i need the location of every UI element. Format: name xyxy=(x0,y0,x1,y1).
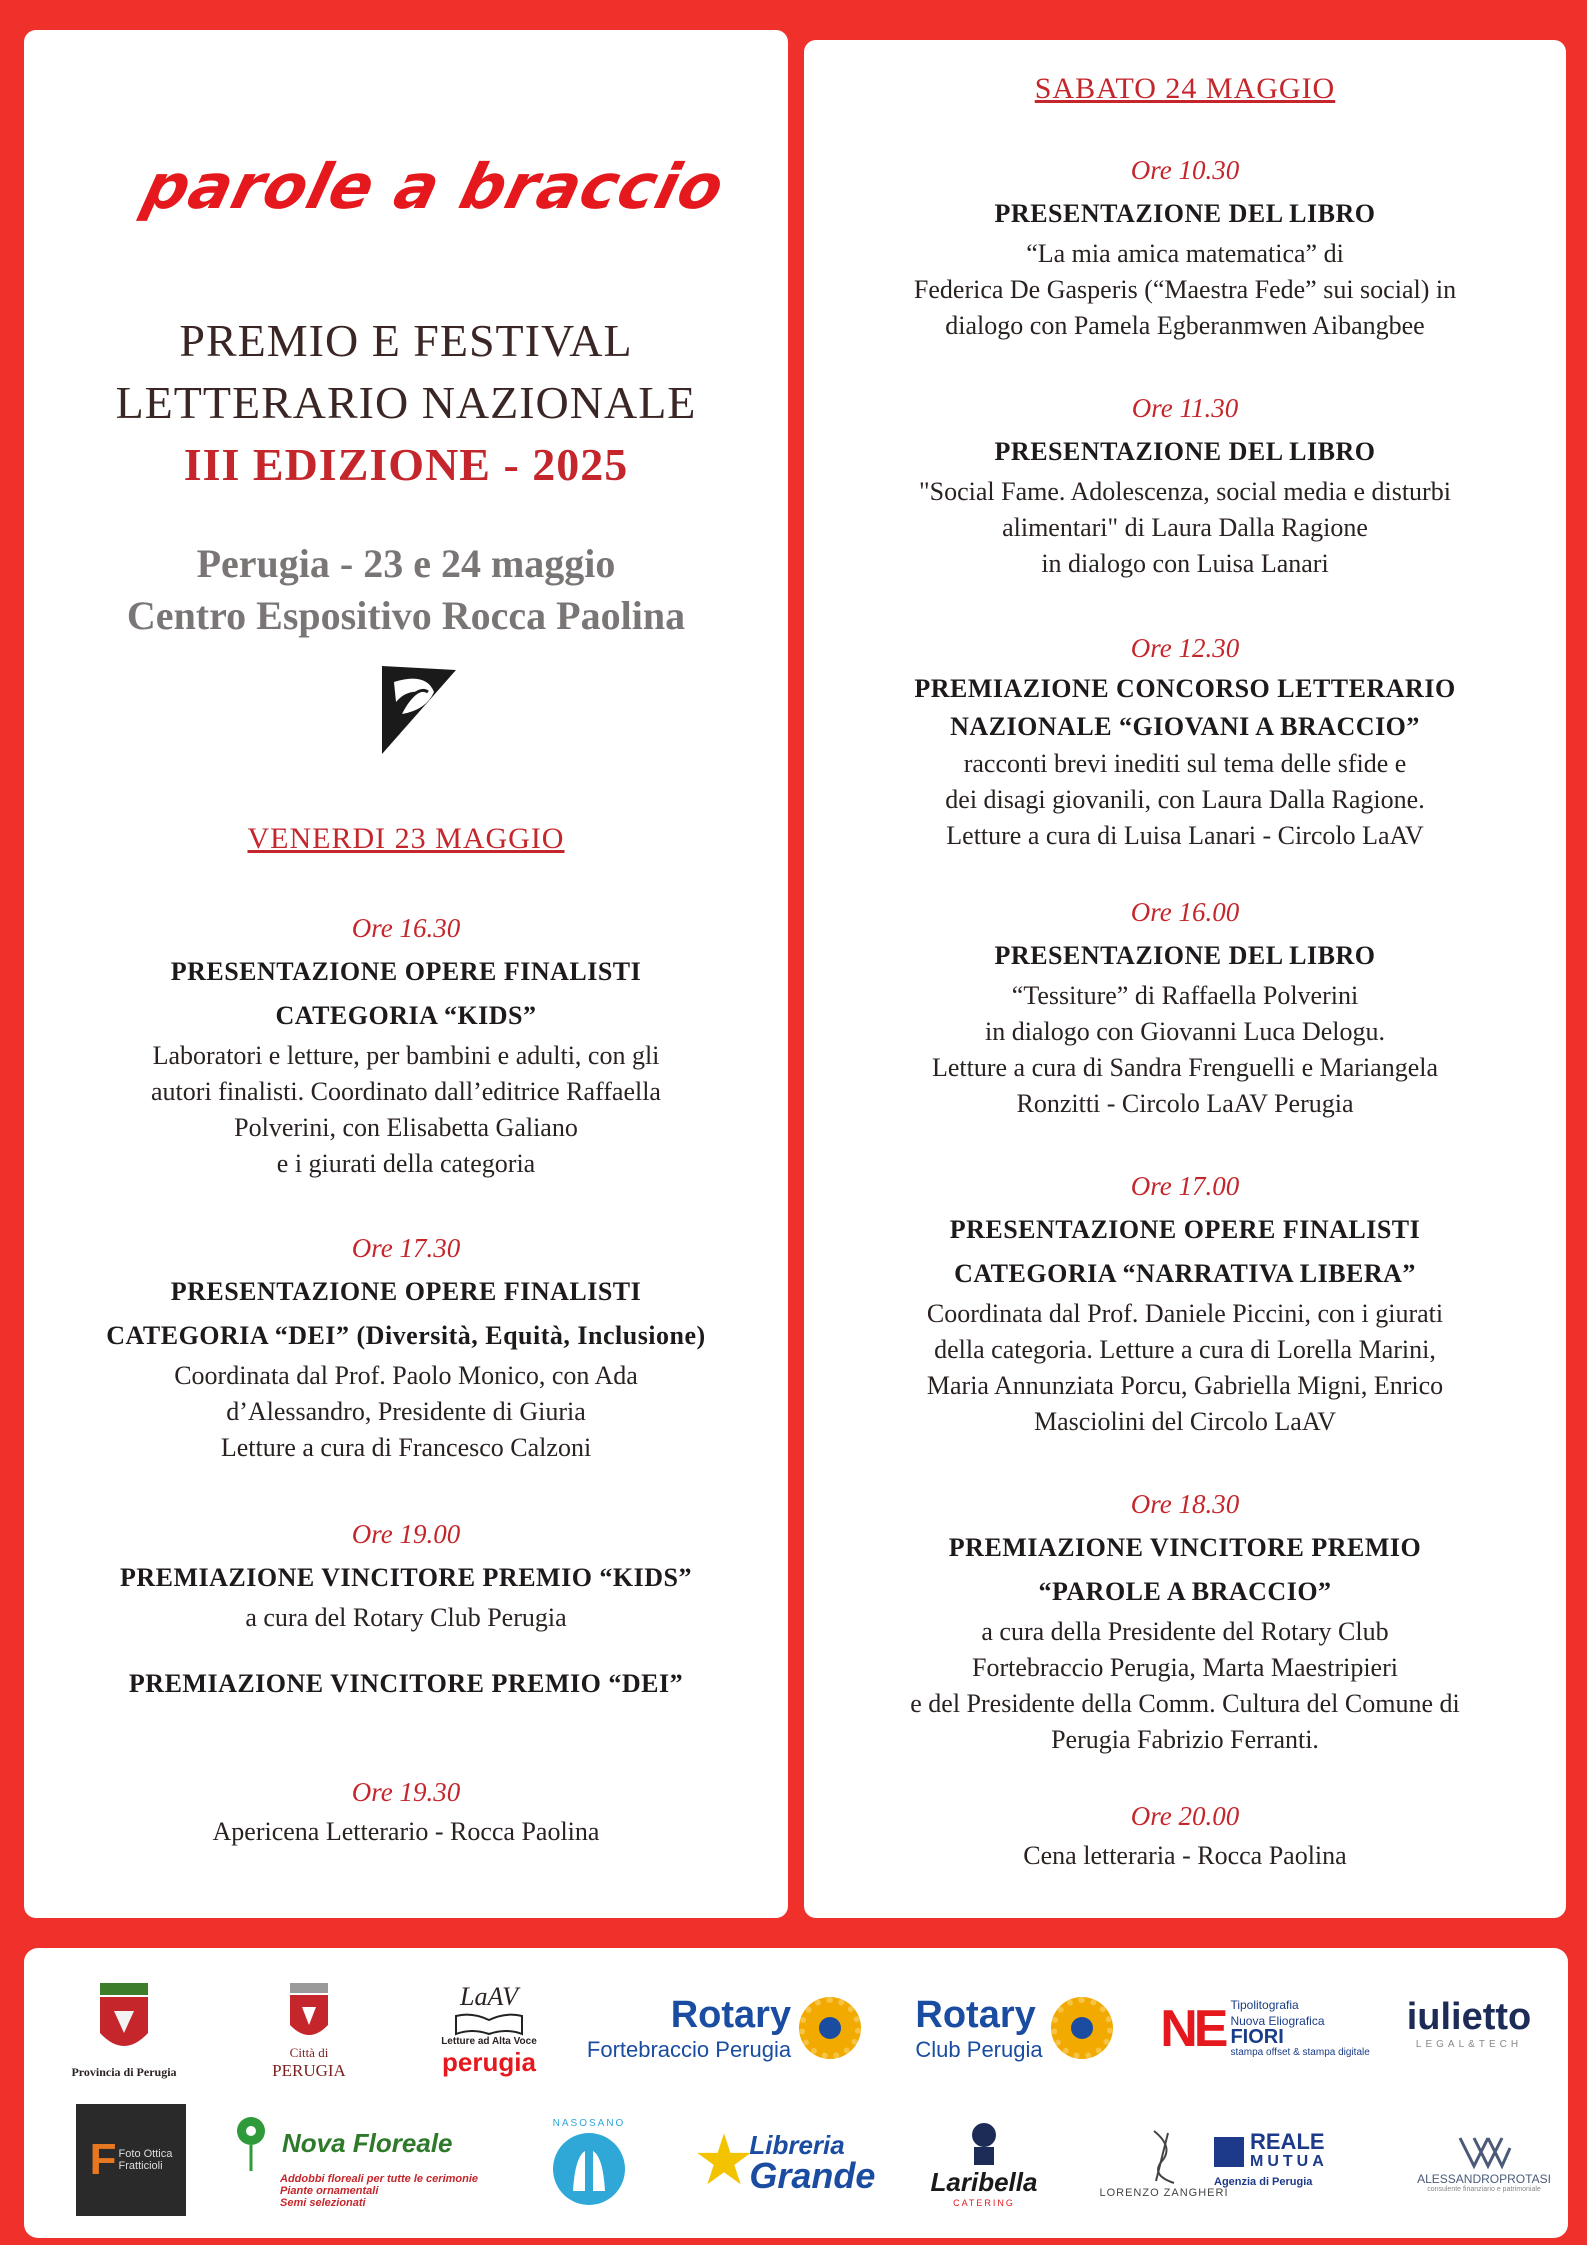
event-time: Ore 10.30 xyxy=(1130,155,1240,185)
sponsor-label: perugia xyxy=(442,2047,536,2077)
rotary-wheel-icon xyxy=(799,1997,861,2059)
sponsor-iulietto xyxy=(1384,1978,1554,2068)
sponsor-label: REALE xyxy=(1250,2129,1325,2154)
sponsor-label: Grande xyxy=(749,2154,876,2196)
star-icon: ★ xyxy=(692,2121,756,2199)
sponsor-tipolitografia xyxy=(1160,1974,1370,2084)
sponsor-subtitle: Agenzia di Perugia xyxy=(1214,2176,1313,2188)
sponsor-label: PERUGIA xyxy=(272,2061,346,2080)
event-description: Laboratori e letture, per bambini e adulti, con gli autori finalisti. Coordinato dall’editrice Raffaella Polverini, con Elisabetta Galiano e i giurati della categoria xyxy=(151,1041,661,1178)
event-description: Coordinata dal Prof. Daniele Piccini, con i giurati della categoria. Letture a cura di Lorella Marini, Maria Annunziata Porcu, Gabriella Migni, Enrico Masciolini del Circolo LaAV xyxy=(926,1299,1444,1436)
event-title: PREMIAZIONE CONCORSO LETTERARIO NAZIONALE “GIOVANI A BRACCIO” xyxy=(914,674,1456,741)
sponsor-subtitle: Nuova Eliografica xyxy=(1230,2014,1325,2028)
sponsor-label: ALESSANDROPROTASI xyxy=(1417,2171,1551,2186)
sponsor-rotary-club xyxy=(904,1968,1124,2088)
event-description: "Social Fame. Adolescenza, social media e disturbi alimentari" di Laura Dalla Ragione in dialogo con Luisa Lanari xyxy=(919,477,1451,578)
saturday-event-2 xyxy=(824,390,1546,582)
friday-heading: VENERDI 23 MAGGIO xyxy=(247,822,565,855)
sponsor-label: Foto Ottica xyxy=(118,2148,173,2160)
sponsor-label: NASOSANO xyxy=(552,2117,626,2129)
ne-logo-icon: NE xyxy=(1160,2000,1225,2058)
saturday-event-1 xyxy=(824,152,1546,344)
event-description: “Tessiture” di Raffaella Polverini in dialogo con Giovanni Luca Delogu. Letture a cura di Sandra Frenguelli e Mariangela Ronzitti - Circolo LaAV Perugia xyxy=(931,981,1439,1118)
sponsor-subtitle: consulente finanziario e patrimoniale xyxy=(1427,2185,1541,2193)
sponsor-label: Provincia di Perugia xyxy=(71,2064,177,2079)
saturday-event-4 xyxy=(824,894,1546,1122)
sponsor-label: Laribella xyxy=(930,2166,1038,2197)
friday-event-2 xyxy=(54,1230,758,1466)
saturday-heading: SABATO 24 MAGGIO xyxy=(1034,72,1336,105)
saturday-event-3 xyxy=(824,630,1546,854)
event-time: Ore 18.30 xyxy=(1130,1489,1240,1519)
festival-title-line1: PREMIO E FESTIVAL xyxy=(179,315,633,366)
event-title: PRESENTAZIONE OPERE FINALISTI CATEGORIA “NARRATIVA LIBERA” xyxy=(949,1215,1421,1288)
reale-mutua-logo-icon xyxy=(1214,2137,1244,2167)
chef-icon xyxy=(966,2121,1002,2167)
flower-icon xyxy=(224,2113,278,2173)
brand-logo-text: parole a braccio xyxy=(135,150,733,223)
saturday-event-5 xyxy=(824,1168,1546,1440)
right-program-panel xyxy=(804,40,1566,1918)
event-time: Ore 17.00 xyxy=(1130,1171,1240,1201)
rotary-wheel-icon xyxy=(1051,1997,1113,2059)
event-time: Ore 19.00 xyxy=(351,1519,461,1549)
sponsor-logo-text: LaAV xyxy=(460,1982,518,2011)
sponsor-laribella xyxy=(914,2104,1054,2224)
event-description: a cura del Rotary Club Perugia xyxy=(245,1603,567,1632)
event-title-secondary: PREMIAZIONE VINCITORE PREMIO “DEI” xyxy=(128,1669,684,1698)
edition-label: III EDIZIONE - 2025 xyxy=(183,439,629,490)
city-crest-icon xyxy=(286,1981,332,2045)
sponsor-label: MUTUA xyxy=(1250,2153,1328,2170)
f-logo-icon: F xyxy=(89,2135,117,2184)
event-description: a cura della Presidente del Rotary Club Fortebraccio Perugia, Marta Maestripieri e del Presidente della Comm. Cultura del Comune di Perugia Fabrizio Ferranti. xyxy=(910,1617,1460,1754)
sponsor-citta-perugia xyxy=(254,1966,364,2096)
event-title: PRESENTAZIONE DEL LIBRO xyxy=(994,437,1376,466)
event-time: Ore 17.30 xyxy=(351,1233,461,1263)
festival-title-line2: LETTERARIO NAZIONALE xyxy=(115,377,697,428)
saturday-event-6 xyxy=(814,1486,1556,1758)
sponsor-rotary-fortebraccio xyxy=(574,1968,874,2088)
sponsor-subtitle: Semi selezionati xyxy=(280,2197,366,2209)
event-title: PRESENTAZIONE DEL LIBRO xyxy=(994,199,1376,228)
event-time: Ore 12.30 xyxy=(1130,633,1240,663)
sponsor-provincia xyxy=(64,1960,184,2100)
sponsor-libreria-grande xyxy=(664,2110,904,2210)
friday-event-3 xyxy=(54,1516,758,1706)
venue-line: Centro Espositivo Rocca Paolina xyxy=(126,593,686,638)
event-description: “La mia amica matematica” di Federica De Gasperis (“Maestra Fede” sui social) in dialogo con Pamela Egberanmwen Aibangbee xyxy=(913,239,1457,340)
protasi-logo-icon xyxy=(1454,2132,1514,2172)
sponsor-logo-text: iulietto xyxy=(1406,1996,1532,2038)
sponsor-subtitle: Addobbi floreali per tutte le cerimonie xyxy=(280,2173,479,2185)
sponsor-nasosano xyxy=(534,2108,644,2218)
open-book-icon xyxy=(454,2012,524,2036)
event-title: PREMIAZIONE VINCITORE PREMIO “PAROLE A BRACCIO” xyxy=(948,1533,1422,1606)
sponsor-panel xyxy=(24,1948,1568,2238)
festival-emblem-icon xyxy=(376,662,462,758)
sponsor-label: Fortebraccio Perugia xyxy=(586,2036,792,2062)
sponsor-label-small: Città di xyxy=(289,2045,329,2060)
sponsor-label: Nova Floreale xyxy=(282,2127,453,2158)
event-title: PREMIAZIONE VINCITORE PREMIO “KIDS” xyxy=(119,1563,692,1592)
sponsor-protasi xyxy=(1404,2112,1564,2212)
event-description: Apericena Letterario - Rocca Paolina xyxy=(212,1817,600,1846)
sponsor-subtitle: Tipolitografia xyxy=(1230,1998,1299,2012)
event-title: PRESENTAZIONE OPERE FINALISTI CATEGORIA “DEI” (Diversità, Equità, Inclusione) xyxy=(106,1277,706,1350)
sponsor-label: Fratticioli xyxy=(118,2160,163,2172)
friday-event-4 xyxy=(54,1774,758,1850)
sponsor-label: FIORI xyxy=(1230,2026,1284,2048)
event-time: Ore 16.30 xyxy=(351,913,461,943)
sponsor-foto-ottica xyxy=(76,2104,186,2216)
sponsor-subtitle: CATERING xyxy=(953,2197,1015,2208)
nasosano-logo-icon xyxy=(549,2129,629,2209)
event-time: Ore 20.00 xyxy=(1130,1801,1240,1831)
sponsor-label: LORENZO ZANGHERI xyxy=(1099,2187,1229,2199)
sponsor-subtitle: LEGAL&TECH xyxy=(1415,2039,1523,2050)
event-time: Ore 19.30 xyxy=(351,1777,461,1807)
event-title: PRESENTAZIONE DEL LIBRO xyxy=(994,941,1376,970)
sponsor-subtitle: Letture ad Alta Voce xyxy=(441,2036,537,2047)
saturday-event-7 xyxy=(824,1798,1546,1874)
event-description: Cena letteraria - Rocca Paolina xyxy=(1023,1841,1347,1870)
sponsor-subtitle: Piante ornamentali xyxy=(280,2185,379,2197)
sponsor-reale-mutua xyxy=(1214,2110,1414,2210)
event-time: Ore 16.00 xyxy=(1130,897,1240,927)
event-title: PRESENTAZIONE OPERE FINALISTI CATEGORIA “KIDS” xyxy=(170,957,642,1030)
event-description: Coordinata dal Prof. Paolo Monico, con Ada d’Alessandro, Presidente di Giuria Letture a cura di Francesco Calzoni xyxy=(174,1361,638,1462)
dates-line: Perugia - 23 e 24 maggio xyxy=(196,541,616,586)
monogram-icon xyxy=(1144,2127,1184,2187)
sponsor-label: Libreria xyxy=(749,2129,845,2160)
event-time: Ore 11.30 xyxy=(1131,393,1239,423)
sponsor-laav xyxy=(419,1960,559,2100)
sponsor-logo-text: Rotary xyxy=(915,1993,1036,2036)
event-description: racconti brevi inediti sul tema delle sfide e dei disagi giovanili, con Laura Dalla Ragione. Letture a cura di Luisa Lanari - Circolo LaAV xyxy=(945,749,1425,850)
sponsor-logo-text: Rotary xyxy=(670,1993,792,2036)
sponsor-label: Club Perugia xyxy=(915,2036,1043,2062)
friday-event-1 xyxy=(64,910,748,1182)
sponsor-nova-floreale xyxy=(224,2096,524,2226)
sponsor-subtitle: stampa offset & stampa digitale xyxy=(1230,2047,1370,2058)
coat-of-arms-icon xyxy=(94,1981,154,2061)
left-program-panel xyxy=(24,30,788,1918)
